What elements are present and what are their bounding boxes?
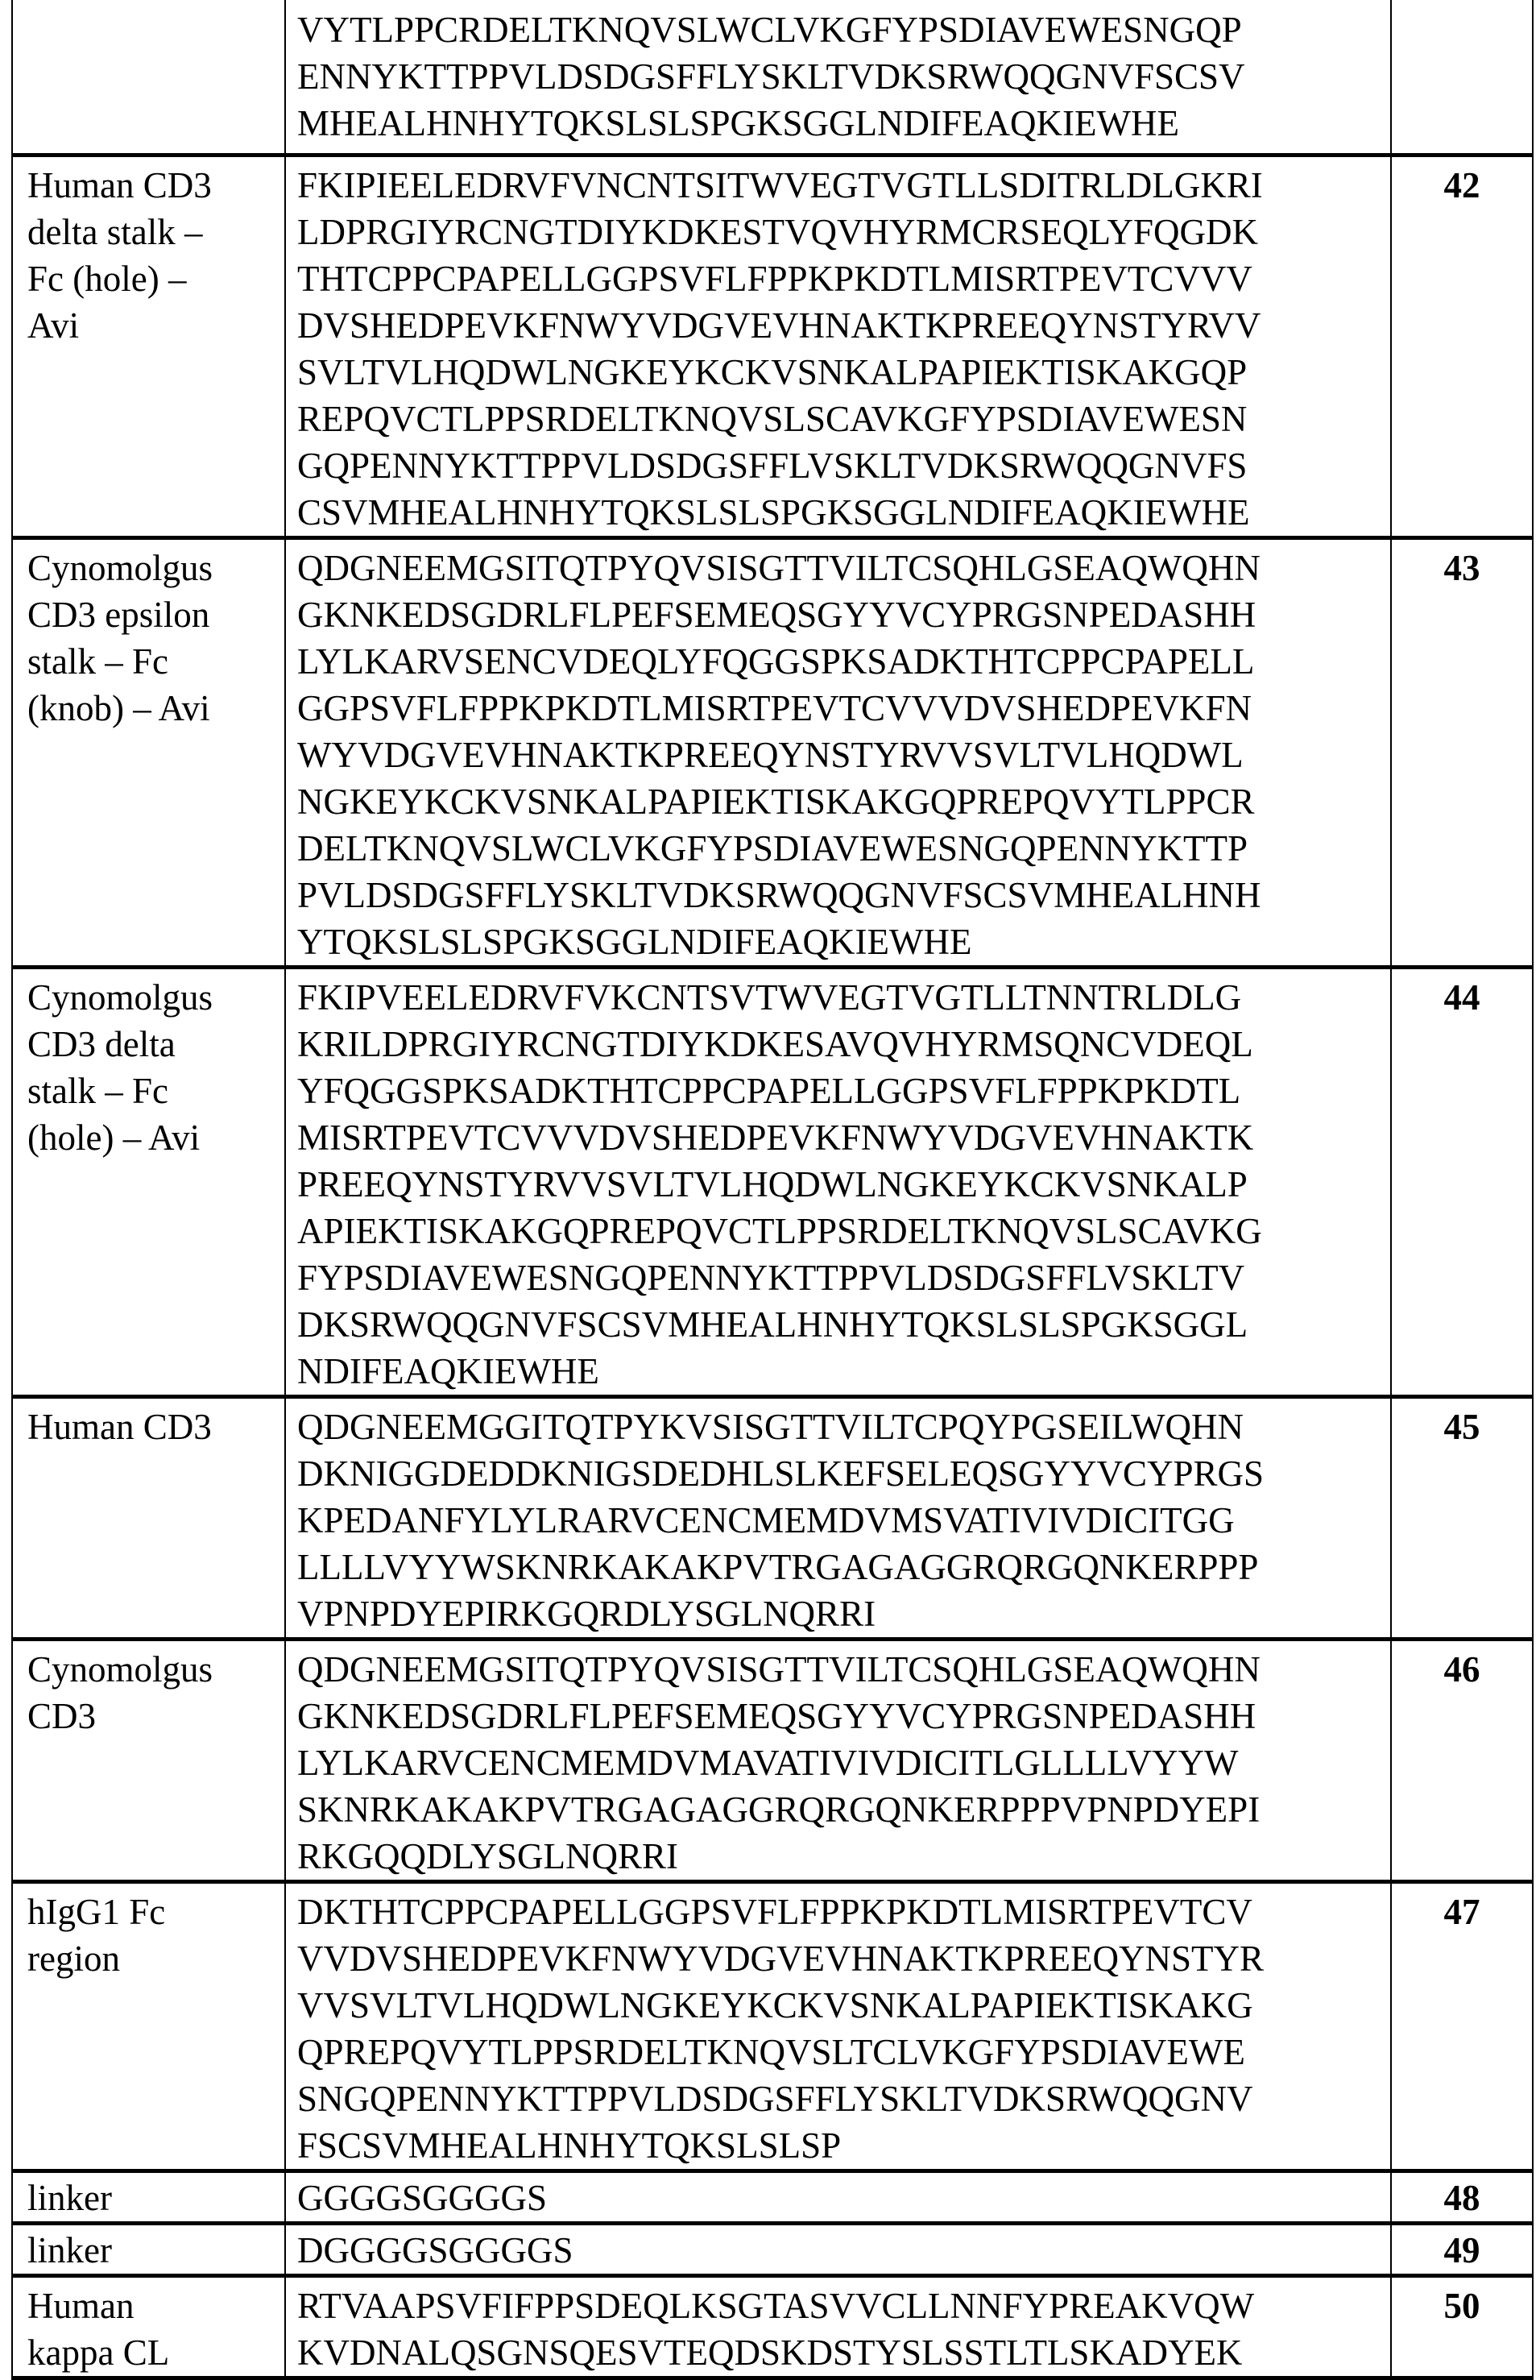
sequence-line: DKNIGGDEDDKNIGSDEDHLSLKEFSELEQSGYYVCYPRGS bbox=[297, 1450, 1390, 1497]
sequence-cell bbox=[285, 2224, 1391, 2276]
sequence-line: FYPSDIAVEWESNGQPENNYKTTPPVLDSDGSFFLVSKLTV bbox=[297, 1254, 1390, 1301]
sequence-name-cell bbox=[12, 1640, 285, 1882]
sequence-line: LDPRGIYRCNGTDIYKDKESTVQVHYRMCRSEQLYFQGDK bbox=[297, 209, 1390, 255]
sequence-line: RKGQQDLYSGLNQRRI bbox=[297, 1833, 1390, 1880]
sequence-cell bbox=[285, 155, 1391, 538]
sequence-line: LYLKARVCENCMEMDVMAVATIVIVDICITLGLLLLVYYW bbox=[297, 1739, 1390, 1786]
sequence-name-line: Avi bbox=[27, 302, 284, 349]
sequence-line: ENNYKTTPPVLDSDGSFFLYSKLTVDKSRWQQGNVFSCSV bbox=[297, 53, 1390, 100]
sequence-line: GKNKEDSGDRLFLPEFSEMEQSGYYVCYPRGSNPEDASHH bbox=[297, 1693, 1390, 1739]
sequence-name-cell bbox=[12, 1397, 285, 1640]
sequence-line: FSCSVMHEALHNHYTQKSLSLSP bbox=[297, 2122, 1390, 2169]
sequence-line: QPREPQVYTLPPSRDELTKNQVSLTCLVKGFYPSDIAVEWE bbox=[297, 2029, 1390, 2075]
seq-id-number: 47 bbox=[1444, 1892, 1480, 1932]
sequence-line: RTVAAPSVFIFPPSDEQLKSGTASVVCLLNNFYPREAKVQW bbox=[297, 2283, 1390, 2329]
sequence-name-cell bbox=[12, 968, 285, 1397]
sequence-line: CSVMHEALHNHYTQKSLSLSPGKSGGLNDIFEAQKIEWHE bbox=[297, 489, 1390, 536]
sequence-name-line: stalk – Fc bbox=[27, 1068, 284, 1114]
sequence-name-line: Fc (hole) – bbox=[27, 255, 284, 302]
sequence-name-line: linker bbox=[27, 2175, 284, 2221]
table-row bbox=[12, 1882, 1533, 2171]
sequence-name-line: (hole) – Avi bbox=[27, 1114, 284, 1161]
sequence-name-line: kappa CL bbox=[27, 2329, 284, 2376]
seq-id-cell bbox=[1391, 2224, 1533, 2276]
sequence-line: NDIFEAQKIEWHE bbox=[297, 1348, 1390, 1395]
sequence-cell bbox=[285, 1882, 1391, 2171]
sequence-line: FKIPVEELEDRVFVKCNTSVTWVEGTVGTLLTNNTRLDLG bbox=[297, 974, 1390, 1021]
sequence-line: DVSHEDPEVKFNWYVDGVEVHNAKTKPREEQYNSTYRVV bbox=[297, 302, 1390, 349]
sequence-cell bbox=[285, 0, 1391, 155]
sequence-line: KRILDPRGIYRCNGTDIYKDKESAVQVHYRMSQNCVDEQL bbox=[297, 1021, 1390, 1068]
sequence-name-line: (knob) – Avi bbox=[27, 685, 284, 732]
sequence-line: MHEALHNHYTQKSLSLSPGKSGGLNDIFEAQKIEWHE bbox=[297, 100, 1390, 147]
sequence-line: NGKEYKCKVSNKALPAPIEKTISKAKGQPREPQVYTLPPCR bbox=[297, 778, 1390, 825]
sequence-name-line: Cynomolgus bbox=[27, 1646, 284, 1693]
seq-id-cell bbox=[1391, 1397, 1533, 1640]
sequence-line: YFQGGSPKSADKTHTCPPCPAPELLGGPSVFLFPPKPKDTL bbox=[297, 1068, 1390, 1114]
sequence-line: KPEDANFYLYLRARVCENCMEMDVMSVATIVIVDICITGG bbox=[297, 1497, 1390, 1544]
sequence-name-line: Human bbox=[27, 2283, 284, 2329]
table-row bbox=[12, 2276, 1533, 2378]
sequence-name-cell bbox=[12, 538, 285, 968]
sequence-line: QDGNEEMGSITQTPYQVSISGTTVILTCSQHLGSEAQWQHN bbox=[297, 545, 1390, 591]
table-row bbox=[12, 1397, 1533, 1640]
sequence-line: DKTHTCPPCPAPELLGGPSVFLFPPKPKDTLMISRTPEVTCV bbox=[297, 1889, 1390, 1935]
sequence-line: FKIPIEELEDRVFVNCNTSITWVEGTVGTLLSDITRLDLGKRI bbox=[297, 162, 1390, 209]
sequence-line: APIEKTISKAKGQPREPQVCTLPPSRDELTKNQVSLSCAVKG bbox=[297, 1208, 1390, 1254]
sequence-line: VYTLPPCRDELTKNQVSLWCLVKGFYPSDIAVEWESNGQP bbox=[297, 6, 1390, 53]
sequence-table bbox=[11, 0, 1534, 2380]
table-row bbox=[12, 2224, 1533, 2276]
sequence-name-cell bbox=[12, 0, 285, 155]
table-row bbox=[12, 968, 1533, 1397]
sequence-cell bbox=[285, 968, 1391, 1397]
sequence-name-line: CD3 bbox=[27, 1693, 284, 1739]
seq-id-number: 50 bbox=[1444, 2286, 1480, 2326]
sequence-line: WYVDGVEVHNAKTKPREEQYNSTYRVVSVLTVLHQDWL bbox=[297, 732, 1390, 778]
sequence-cell bbox=[285, 1640, 1391, 1882]
sequence-line: REPQVCTLPPSRDELTKNQVSLSCAVKGFYPSDIAVEWESN bbox=[297, 396, 1390, 442]
seq-id-number: 42 bbox=[1444, 165, 1480, 205]
seq-id-cell bbox=[1391, 1882, 1533, 2171]
sequence-name-line: Cynomolgus bbox=[27, 545, 284, 591]
seq-id-cell bbox=[1391, 538, 1533, 968]
sequence-line: GGPSVFLFPPKPKDTLMISRTPEVTCVVVDVSHEDPEVKFN bbox=[297, 685, 1390, 732]
sequence-line: SKNRKAKAKPVTRGAGAGGRQRGQNKERPPPVPNPDYEPI bbox=[297, 1786, 1390, 1833]
sequence-line: GGGGSGGGGS bbox=[297, 2175, 1390, 2221]
sequence-name-cell bbox=[12, 2276, 285, 2378]
seq-id-number: 48 bbox=[1444, 2178, 1480, 2218]
sequence-name-cell bbox=[12, 1882, 285, 2171]
sequence-line: QDGNEEMGSITQTPYQVSISGTTVILTCSQHLGSEAQWQHN bbox=[297, 1646, 1390, 1693]
seq-id-number: 44 bbox=[1444, 977, 1480, 1018]
sequence-name-line: CD3 delta bbox=[27, 1021, 284, 1068]
sequence-line: VPNPDYEPIRKGQRDLYSGLNQRRI bbox=[297, 1590, 1390, 1637]
sequence-name-line: hIgG1 Fc bbox=[27, 1889, 284, 1935]
sequence-line: DKSRWQQGNVFSCSVMHEALHNHYTQKSLSLSPGKSGGL bbox=[297, 1301, 1390, 1348]
sequence-cell bbox=[285, 2171, 1391, 2224]
table-row bbox=[12, 2171, 1533, 2224]
sequence-line: PVLDSDGSFFLYSKLTVDKSRWQQGNVFSCSVMHEALHNH bbox=[297, 872, 1390, 918]
sequence-name-line: delta stalk – bbox=[27, 209, 284, 255]
sequence-line: VVDVSHEDPEVKFNWYVDGVEVHNAKTKPREEQYNSTYR bbox=[297, 1935, 1390, 1982]
seq-id-cell bbox=[1391, 1640, 1533, 1882]
sequence-name-cell bbox=[12, 2171, 285, 2224]
sequence-line: LYLKARVSENCVDEQLYFQGGSPKSADKTHTCPPCPAPELL bbox=[297, 638, 1390, 685]
table-row bbox=[12, 0, 1533, 155]
sequence-line: GQPENNYKTTPPVLDSDGSFFLVSKLTVDKSRWQQGNVFS bbox=[297, 442, 1390, 489]
sequence-name-cell bbox=[12, 2224, 285, 2276]
seq-id-cell bbox=[1391, 2171, 1533, 2224]
table-row bbox=[12, 538, 1533, 968]
sequence-table-body bbox=[12, 0, 1533, 2378]
sequence-name-line: region bbox=[27, 1935, 284, 1982]
table-row bbox=[12, 1640, 1533, 1882]
table-row bbox=[12, 155, 1533, 538]
sequence-line: MISRTPEVTCVVVDVSHEDPEVKFNWYVDGVEVHNAKTK bbox=[297, 1114, 1390, 1161]
sequence-line: SVLTVLHQDWLNGKEYKCKVSNKALPAPIEKTISKAKGQP bbox=[297, 349, 1390, 396]
sequence-name-line: stalk – Fc bbox=[27, 638, 284, 685]
sequence-cell bbox=[285, 538, 1391, 968]
sequence-cell bbox=[285, 1397, 1391, 1640]
sequence-line: PREEQYNSTYRVVSVLTVLHQDWLNGKEYKCKVSNKALP bbox=[297, 1161, 1390, 1208]
sequence-line: GKNKEDSGDRLFLPEFSEMEQSGYYVCYPRGSNPEDASHH bbox=[297, 591, 1390, 638]
sequence-line: THTCPPCPAPELLGGPSVFLFPPKPKDTLMISRTPEVTCVVV bbox=[297, 255, 1390, 302]
seq-id-number: 45 bbox=[1444, 1407, 1480, 1447]
sequence-name-line: Human CD3 bbox=[27, 1404, 284, 1450]
seq-id-cell bbox=[1391, 2276, 1533, 2378]
sequence-name-line: Human CD3 bbox=[27, 162, 284, 209]
sequence-name-line: Cynomolgus bbox=[27, 974, 284, 1021]
seq-id-number: 46 bbox=[1444, 1649, 1480, 1690]
sequence-line: DELTKNQVSLWCLVKGFYPSDIAVEWESNGQPENNYKTTP bbox=[297, 825, 1390, 872]
sequence-line: YTQKSLSLSPGKSGGLNDIFEAQKIEWHE bbox=[297, 918, 1390, 965]
seq-id-cell bbox=[1391, 0, 1533, 155]
sequence-line: LLLLVYYWSKNRKAKAKPVTRGAGAGGRQRGQNKERPPP bbox=[297, 1544, 1390, 1590]
sequence-line: QDGNEEMGGITQTPYKVSISGTTVILTCPQYPGSEILWQHN bbox=[297, 1404, 1390, 1450]
sequence-name-cell bbox=[12, 155, 285, 538]
sequence-line: SNGQPENNYKTTPPVLDSDGSFFLYSKLTVDKSRWQQGNV bbox=[297, 2075, 1390, 2122]
seq-id-number: 43 bbox=[1444, 548, 1480, 588]
sequence-line: VVSVLTVLHQDWLNGKEYKCKVSNKALPAPIEKTISKAKG bbox=[297, 1982, 1390, 2029]
sequence-line: DGGGGSGGGGS bbox=[297, 2227, 1390, 2274]
sequence-cell bbox=[285, 2276, 1391, 2378]
sequence-line: KVDNALQSGNSQESVTEQDSKDSTYSLSSTLTLSKADYEK bbox=[297, 2329, 1390, 2376]
sequence-name-line: CD3 epsilon bbox=[27, 591, 284, 638]
seq-id-cell bbox=[1391, 155, 1533, 538]
sequence-name-line: linker bbox=[27, 2227, 284, 2274]
seq-id-cell bbox=[1391, 968, 1533, 1397]
seq-id-number: 49 bbox=[1444, 2230, 1480, 2270]
